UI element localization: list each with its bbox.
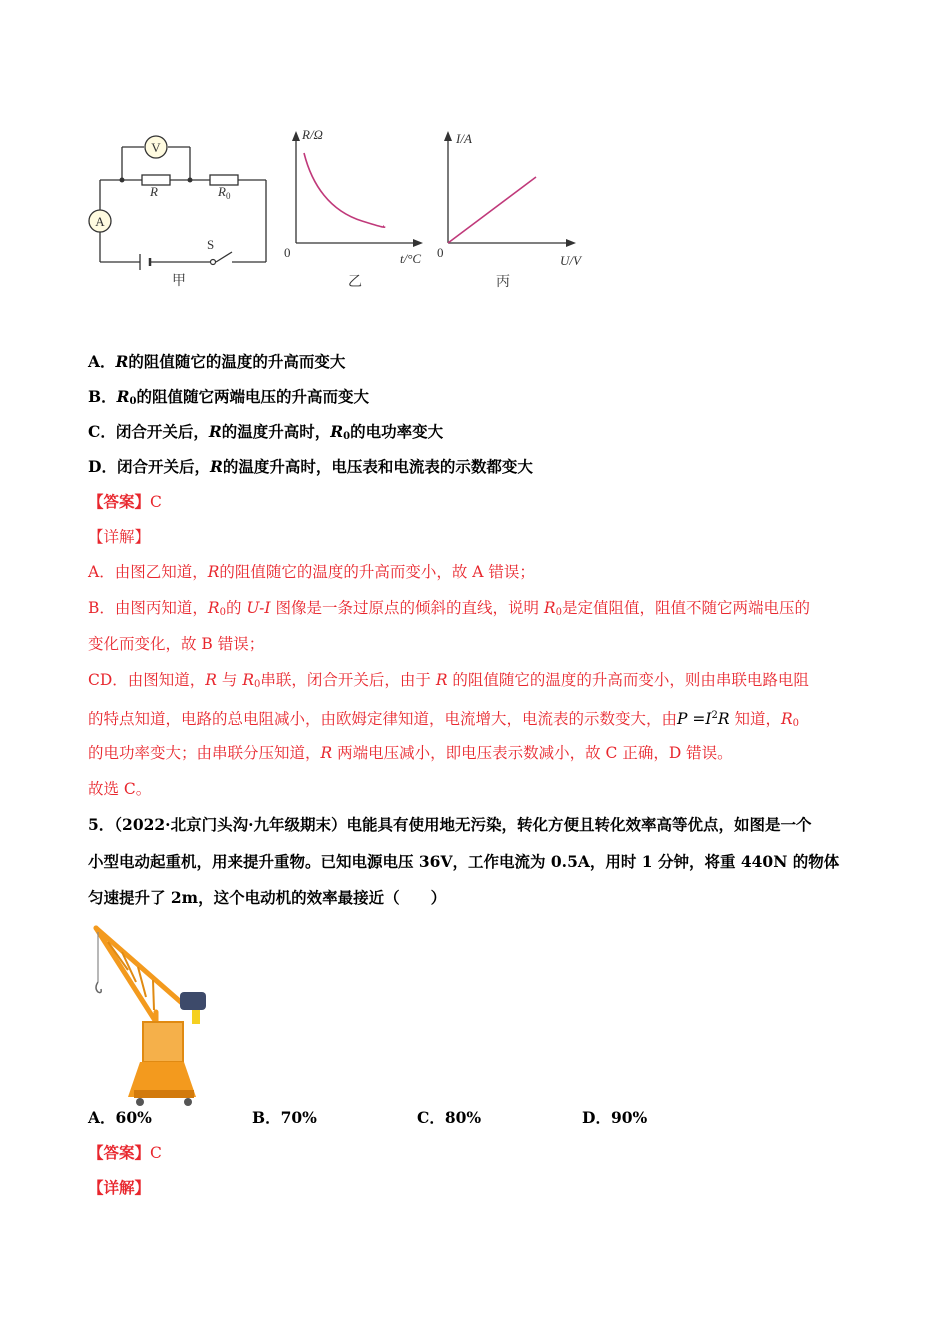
q4-option-a: A．R的阻值随它的温度的升高而变大 (88, 352, 346, 371)
crane-image (88, 922, 218, 1112)
voltmeter-icon (145, 136, 167, 158)
svg-text:R/Ω: R/Ω (302, 127, 323, 142)
svg-text:t/°C: t/°C (400, 251, 422, 266)
svg-text:A: A (95, 214, 105, 229)
caption-bing: 丙 (496, 275, 510, 290)
caption-yi: 乙 (348, 275, 362, 290)
svg-text:0: 0 (437, 245, 444, 260)
q4-option-b: B．$R_0$的阻值随它两端电压的升高而变大 (88, 387, 369, 407)
q4-explain-cd1: CD．由图知道，R 与 $R_0$串联，闭合开关后，由于 R 的阻值随它的温度的升高而变小，则由串联电路电阻 (88, 671, 809, 690)
label-switch: S (207, 237, 215, 252)
q4-explain-a: A．由图乙知道，R的阻值随它的温度的升高而变小，故 A 错误； (88, 563, 535, 581)
q5-answer: 【答案】C (88, 1143, 162, 1162)
q4-explain-final: 故选 C。 (88, 780, 152, 798)
q5-detail-label: 【详解】 (88, 1178, 151, 1197)
circuit-diagram (82, 125, 282, 295)
q5-option-a: A．60% (88, 1108, 152, 1127)
q5-stem-line1: 5．（2022·北京门头沟·九年级期末）电能具有使用地无污染，转化方便且转化效率高等优点，如图是一个 (88, 815, 812, 834)
q5-options (88, 1108, 708, 1128)
q4-explain-b: B．由图丙知道，$R_0$的 U-I 图像是一条过原点的倾斜的直线，说明 $R_0$是定值阻值，阻值不随它两端电压的 (88, 599, 810, 618)
q4-explain-cd3: 的电功率变大；由串联分压知道，R 两端电压减小，即电压表示数减小，故 C 正确，D 错误。 (88, 744, 733, 762)
q5-stem-line3: 匀速提升了 2m，这个电动机的效率最接近（ ） (88, 888, 447, 907)
label-r: R (150, 184, 158, 199)
q4-option-d: D．闭合开关后，R的温度升高时，电压表和电流表的示数都变大 (88, 457, 533, 476)
q4-option-c: C．闭合开关后，R的温度升高时，$R_0$的电功率变大 (88, 422, 444, 442)
graph-resistance-temperature (282, 125, 432, 295)
resistance-curve (304, 153, 385, 227)
svg-text:V: V (151, 140, 161, 155)
q4-explain-cd2: 的特点知道，电路的总电阻减小，由欧姆定律知道，电流增大，电流表的示数变大，由$P =I^2R$ 知道，$R_0$ (88, 710, 800, 729)
q5-stem-line2: 小型电动起重机，用来提升重物。已知电源电压 36V，工作电流为 0.5A，用时 1 分钟，将重 440N 的物体 (88, 852, 840, 871)
graph-current-voltage (432, 125, 592, 295)
svg-text:U/V: U/V (560, 253, 581, 268)
q5-option-c: C．80% (417, 1108, 482, 1127)
svg-text:0: 0 (284, 245, 291, 260)
q4-detail-label: 【详解】 (88, 528, 151, 546)
q5-option-d: D．90% (582, 1108, 648, 1127)
q5-option-b: B．70% (252, 1108, 317, 1127)
q4-answer: 【答案】C (88, 492, 162, 511)
caption-jia: 甲 (172, 274, 186, 289)
svg-text:I/A: I/A (456, 131, 472, 146)
ammeter-icon (89, 210, 111, 232)
iu-line (448, 177, 536, 243)
q4-explain-b2: 变化而变化，故 B 错误； (88, 635, 265, 653)
label-r0: $R_0$ (218, 184, 231, 201)
